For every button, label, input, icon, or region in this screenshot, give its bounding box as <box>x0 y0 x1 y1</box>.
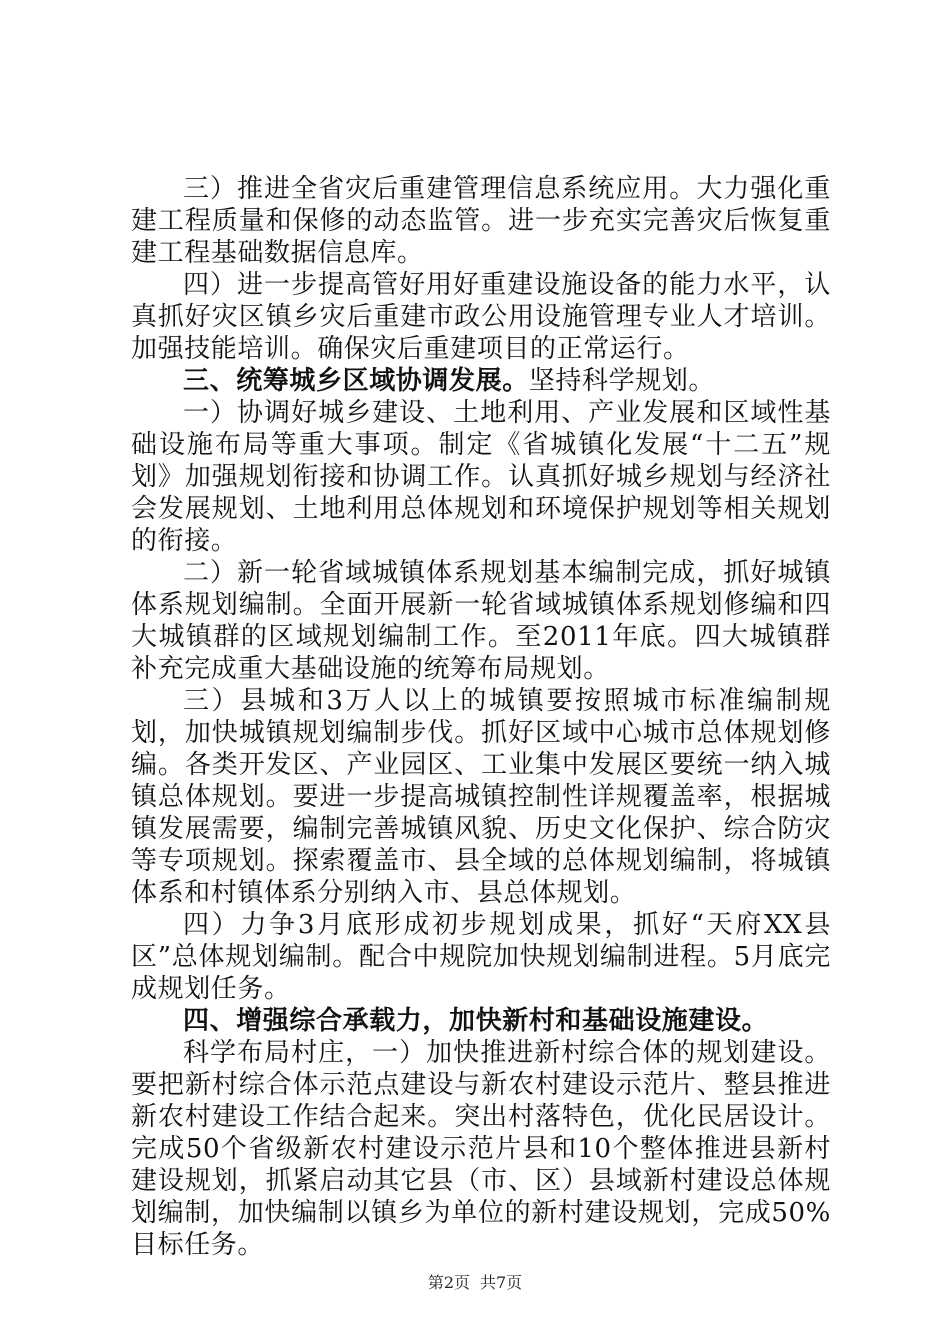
section-3-heading-line <box>131 365 831 397</box>
paragraph-reconstruction-info-system: 三）推进全省灾后重建管理信息系统应用。大力强化重建工程质量和保修的动态监管。进一步充实完善灾后恢复重建工程基础数据信息库。 <box>131 174 831 268</box>
section-3-paragraph-4: 四）力争3月底形成初步规划成果，抓好“天府XX县区”总体规划编制。配合中规院加快规划编制进程。5月底完成规划任务。 <box>131 910 831 1004</box>
section-4-heading-line <box>131 1005 831 1037</box>
section-3-heading-rest: 坚持科学规划。 <box>528 366 716 396</box>
page-number: 第2页 <box>427 1273 470 1292</box>
section-4-heading: 四、增强综合承载力，加快新村和基础设施建设。 <box>183 1006 769 1036</box>
paragraph-facility-management: 四）进一步提高管好用好重建设施设备的能力水平，认真抓好灾区镇乡灾后重建市政公用设施管理专业人才培训。加强技能培训。确保灾后重建项目的正常运行。 <box>131 270 831 364</box>
page-total: 共7页 <box>480 1273 523 1292</box>
section-3-paragraph-2: 二）新一轮省域城镇体系规划基本编制完成，抓好城镇体系规划编制。全面开展新一轮省域城镇体系规划修编和四大城镇群的区域规划编制工作。至2011年底。四大城镇群补充完成重大基础设施的统筹布局规划。 <box>131 558 831 684</box>
document-body <box>131 173 831 1261</box>
section-3-paragraph-1: 一）协调好城乡建设、土地利用、产业发展和区域性基础设施布局等重大事项。制定《省城镇化发展“十二五”规划》加强规划衔接和协调工作。认真抓好城乡规划与经济社会发展规划、土地利用总体规划和环境保护规划等相关规划的衔接。 <box>131 398 831 556</box>
section-3-paragraph-3: 三）县城和3万人以上的城镇要按照城市标准编制规划，加快城镇规划编制步伐。抓好区域中心城市总体规划修编。各类开发区、产业园区、工业集中发展区要统一纳入城镇总体规划。要进一步提高城镇控制性详规覆盖率，根据城镇发展需要，编制完善城镇风貌、历史文化保护、综合防灾等专项规划。探索覆盖市、县全域的总体规划编制，将城镇体系和村镇体系分别纳入市、县总体规划。 <box>131 686 831 908</box>
section-4-paragraph-1: 科学布局村庄，一）加快推进新村综合体的规划建设。要把新村综合体示范点建设与新农村建设示范片、整县推进新农村建设工作结合起来。突出村落特色，优化民居设计。完成50个省级新农村建设示范片县和10个整体推进县新村建设规划，抓紧启动其它县（市、区）县域新村建设总体规划编制，加快编制以镇乡为单位的新村建设规划，完成50%目标任务。 <box>131 1038 831 1260</box>
page-footer <box>0 1270 950 1293</box>
section-3-heading: 三、统筹城乡区域协调发展。 <box>183 366 529 396</box>
